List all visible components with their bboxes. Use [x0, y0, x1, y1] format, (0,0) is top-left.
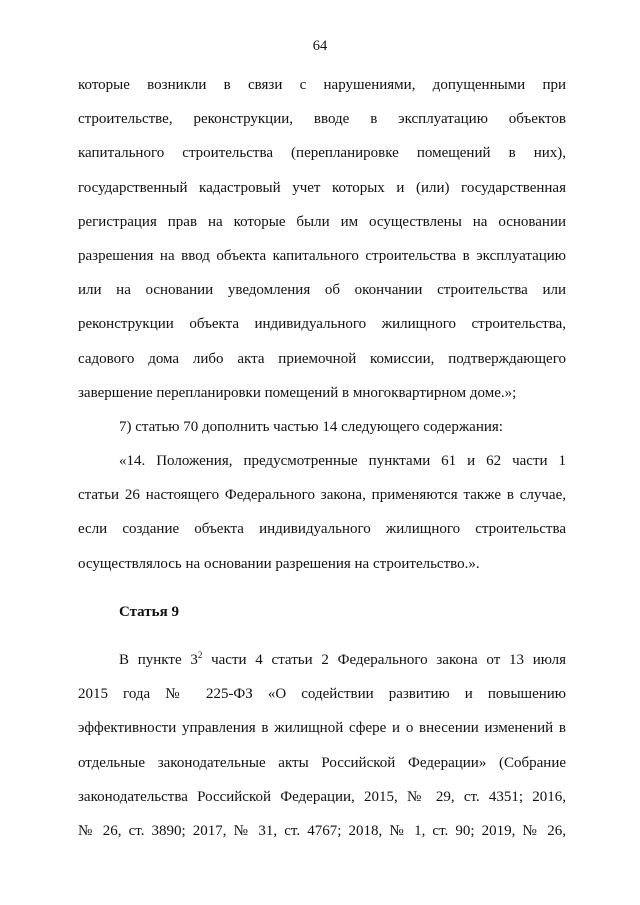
text-line: капитального строительства (перепланировке помещений в них),: [78, 145, 566, 162]
text-line: осуществлялось на основании разрешения на строительство.».: [78, 555, 480, 572]
text-line: реконструкции объекта индивидуального жилищного строительства,: [78, 316, 566, 333]
text-fragment: В пункте 3: [119, 652, 198, 668]
text-line: «14. Положения, предусмотренные пунктами 61 и 62 части 1: [119, 453, 566, 470]
text-line: эффективности управления в жилищной сфере и о внесении изменений в: [78, 720, 566, 737]
article-heading: Статья 9: [119, 603, 179, 620]
text-line: разрешения на ввод объекта капитального строительства в эксплуатацию: [78, 247, 566, 264]
text-line: отдельные законодательные акты Российской Федерации» (Собрание: [78, 754, 566, 771]
item-7: 7) статью 70 дополнить частью 14 следующего содержания:: [119, 418, 503, 435]
text-line: государственный кадастровый учет которых и (или) государственная: [78, 179, 566, 196]
article-9-paragraph: [78, 643, 566, 848]
text-line: регистрация прав на которые были им осуществлены на основании: [78, 213, 566, 230]
text-line: садового дома либо акта приемочной комиссии, подтверждающего: [78, 350, 566, 367]
text-line: 2015 года № 225-ФЗ «О содействии развитию и повышению: [78, 686, 566, 703]
text-fragment: части 4 статьи 2 Федерального закона от 13 июля: [202, 652, 566, 668]
text-line: № 26, ст. 3890; 2017, № 31, ст. 4767; 2018, № 1, ст. 90; 2019, № 26,: [78, 822, 566, 839]
text-line: статьи 26 настоящего Федерального закона, применяются также в случае,: [78, 487, 566, 504]
document-body: [78, 68, 566, 848]
text-line: строительстве, реконструкции, вводе в эксплуатацию объектов: [78, 111, 566, 128]
quoted-part-14: [78, 444, 566, 581]
text-line: завершение перепланировки помещений в многоквартирном доме.»;: [78, 384, 517, 401]
spacer: [78, 629, 566, 643]
paragraph-continuation: [78, 68, 566, 410]
text-line: законодательства Российской Федерации, 2015, № 29, ст. 4351; 2016,: [78, 788, 566, 805]
text-line: которые возникли в связи с нарушениями, допущенными при: [78, 77, 566, 93]
text-line: если создание объекта индивидуального жилищного строительства: [78, 521, 566, 538]
text-line: или на основании уведомления об окончании строительства или: [78, 282, 566, 299]
text-line: [78, 643, 566, 677]
spacer: [78, 581, 566, 595]
superscript: 2: [197, 650, 203, 660]
page-number: 64: [312, 38, 328, 54]
